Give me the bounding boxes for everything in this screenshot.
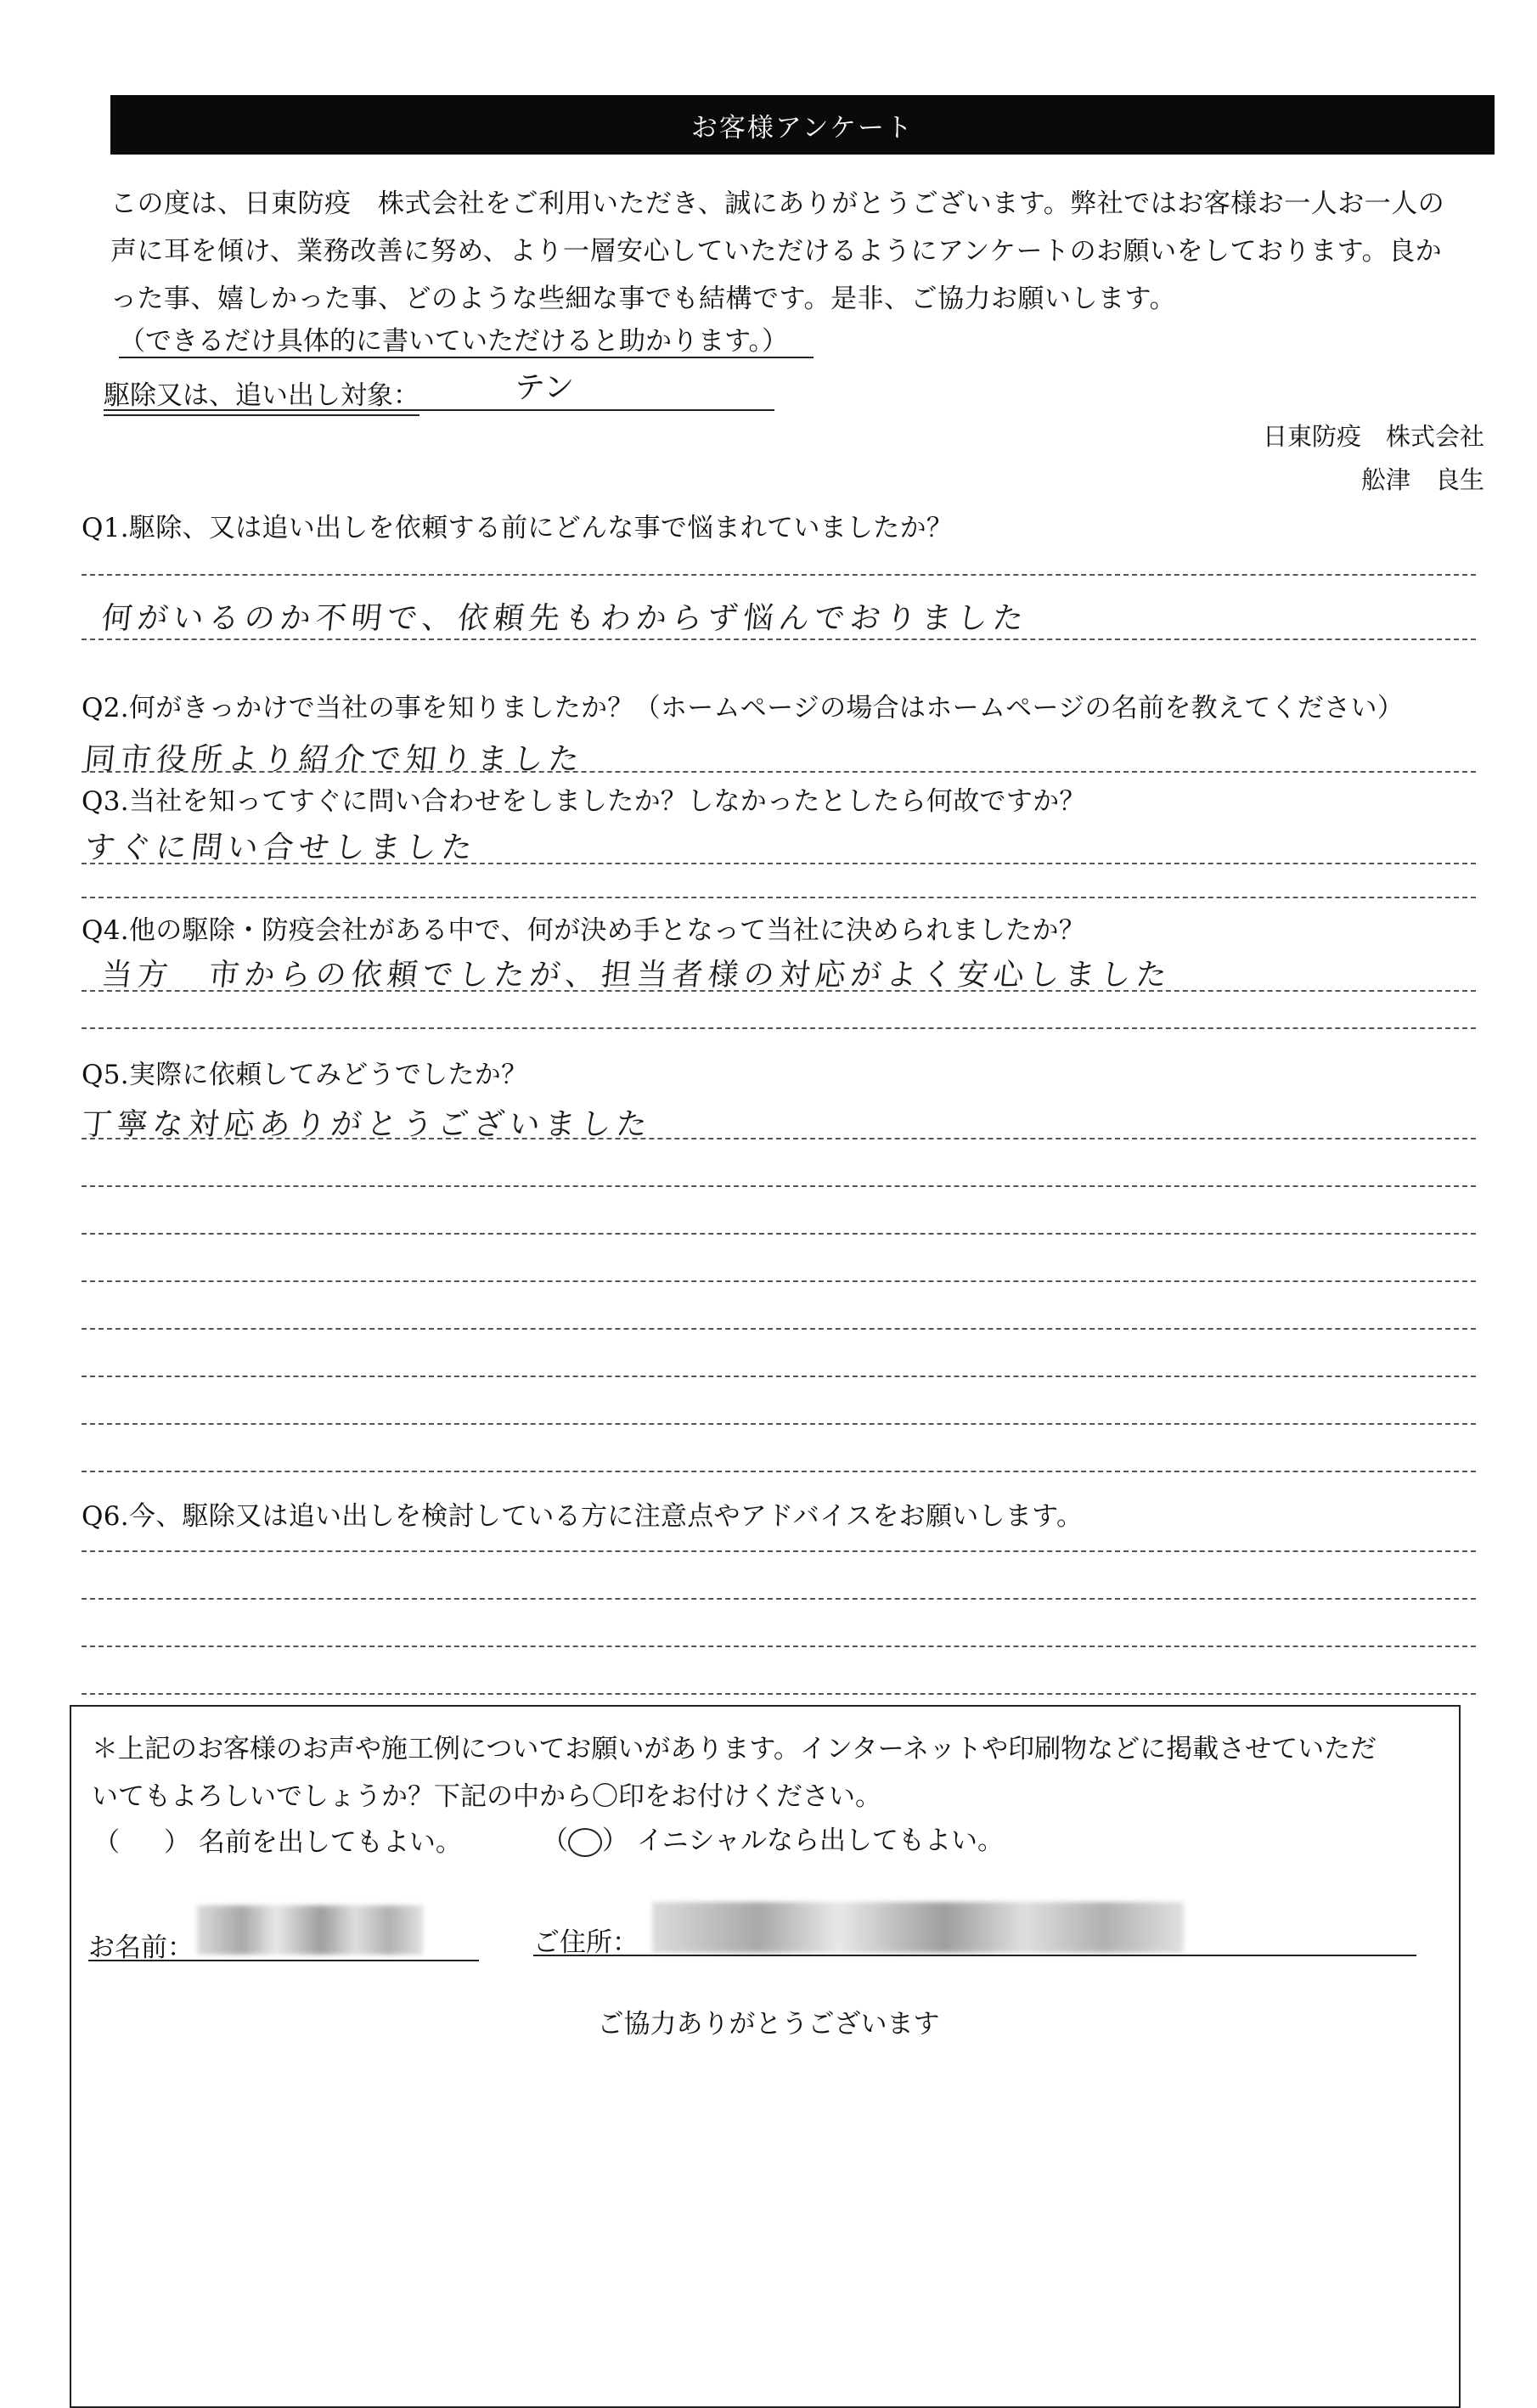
consent-line-1: ＊上記のお客様のお声や施工例についてお願いがあります。インターネットや印刷物などに掲載させていただ — [92, 1734, 1377, 1764]
footer-thanks: ご協力ありがとうございます — [597, 2009, 940, 2039]
answer-line — [82, 1693, 1476, 1695]
answer-line — [82, 1138, 1476, 1139]
intro-line-3: った事、嬉しかった事、どのような些細な事でも結構です。是非、ご協力お願いします。 — [110, 284, 1177, 314]
answer-2[interactable]: 同市役所より紹介で知りました — [82, 742, 586, 777]
target-value[interactable]: テン — [515, 370, 575, 405]
target-label: 駆除又は、追い出し対象： — [104, 374, 419, 416]
question-1: Q1.駆除、又は追い出しを依頼する前にどんな事で悩まれていましたか？ — [82, 513, 954, 543]
answer-line — [82, 1185, 1476, 1187]
address-redacted — [652, 1902, 1184, 1953]
option-paren-close: ） — [164, 1827, 190, 1858]
option-label: イニシャルなら出してもよい。 — [636, 1826, 1004, 1856]
option-paren-close: ） — [602, 1826, 628, 1856]
question-3: Q3.当社を知ってすぐに問い合わせをしましたか？しなかったとしたら何故ですか？ — [82, 786, 1086, 817]
question-2: Q2.何がきっかけで当社の事を知りましたか？（ホームページの場合はホームページの名前を教えてください） — [82, 693, 1405, 723]
answer-line — [82, 1328, 1476, 1330]
answer-line — [82, 1376, 1476, 1377]
intro-line-2: 声に耳を傾け、業務改善に努め、より一層安心していただけるようにアンケートのお願いをしております。良か — [110, 236, 1443, 267]
answer-line — [82, 897, 1476, 898]
answer-1[interactable]: 何がいるのか不明で、依頼先もわからず悩んでおりました — [99, 601, 1031, 636]
name-label: お名前： — [88, 1933, 194, 1963]
intro-note: （できるだけ具体的に書いていただけると助かります。） — [119, 326, 789, 357]
answer-3[interactable]: すぐに問い合せしました — [82, 830, 479, 865]
question-6: Q6.今、駆除又は追い出しを検討している方に注意点やアドバイスをお願いします。 — [82, 1501, 1084, 1532]
name-underline — [88, 1960, 479, 1961]
consent-line-2: いてもよろしいでしょうか？下記の中から〇印をお付けください。 — [92, 1781, 881, 1812]
consent-option-initial[interactable] — [542, 1819, 1004, 1857]
address-label: ご住所： — [533, 1927, 639, 1958]
company-name: 日東防疫 株式会社 — [1262, 422, 1484, 451]
option-paren-open: （ — [542, 1826, 568, 1856]
answer-line — [82, 1233, 1476, 1235]
question-5: Q5.実際に依頼してみどうでしたか？ — [82, 1060, 528, 1090]
answer-line — [82, 1550, 1476, 1552]
answer-line — [82, 1646, 1476, 1647]
answer-line — [82, 1423, 1476, 1425]
name-redacted — [197, 1905, 423, 1955]
intro-line-1: この度は、日東防疫 株式会社をご利用いただき、誠にありがとうございます。弊社ではお客様お一人お一人の — [110, 188, 1445, 219]
target-underline — [104, 409, 774, 411]
person-name: 舩津 良生 — [1360, 465, 1484, 494]
answer-4[interactable]: 当方 市からの依頼でしたが、担当者様の対応がよく安心しました — [99, 958, 1174, 993]
survey-title-bar — [110, 95, 1495, 155]
selected-circle-mark[interactable] — [568, 1828, 602, 1857]
consent-text — [92, 1725, 1450, 1820]
option-label: 名前を出してもよい。 — [198, 1827, 462, 1858]
answer-line — [82, 1027, 1476, 1029]
answer-line — [82, 1280, 1476, 1282]
answer-line — [82, 1598, 1476, 1600]
option-paren-open: （ — [93, 1827, 120, 1858]
question-4: Q4.他の駆除・防疫会社がある中で、何が決め手となって当社に決められましたか？ — [82, 915, 1086, 946]
intro-text — [110, 180, 1503, 323]
intro-note-underline — [119, 357, 814, 358]
consent-option-name[interactable] — [93, 1820, 462, 1859]
answer-line — [82, 863, 1476, 864]
answer-5[interactable]: 丁寧な対応ありがとうございました — [79, 1107, 654, 1142]
answer-line — [82, 771, 1476, 773]
answer-line — [82, 1471, 1476, 1472]
answer-line — [82, 639, 1476, 640]
answer-line — [82, 574, 1476, 576]
address-underline — [533, 1955, 1416, 1956]
answer-line — [82, 990, 1476, 992]
survey-title: お客様アンケート — [690, 112, 915, 143]
